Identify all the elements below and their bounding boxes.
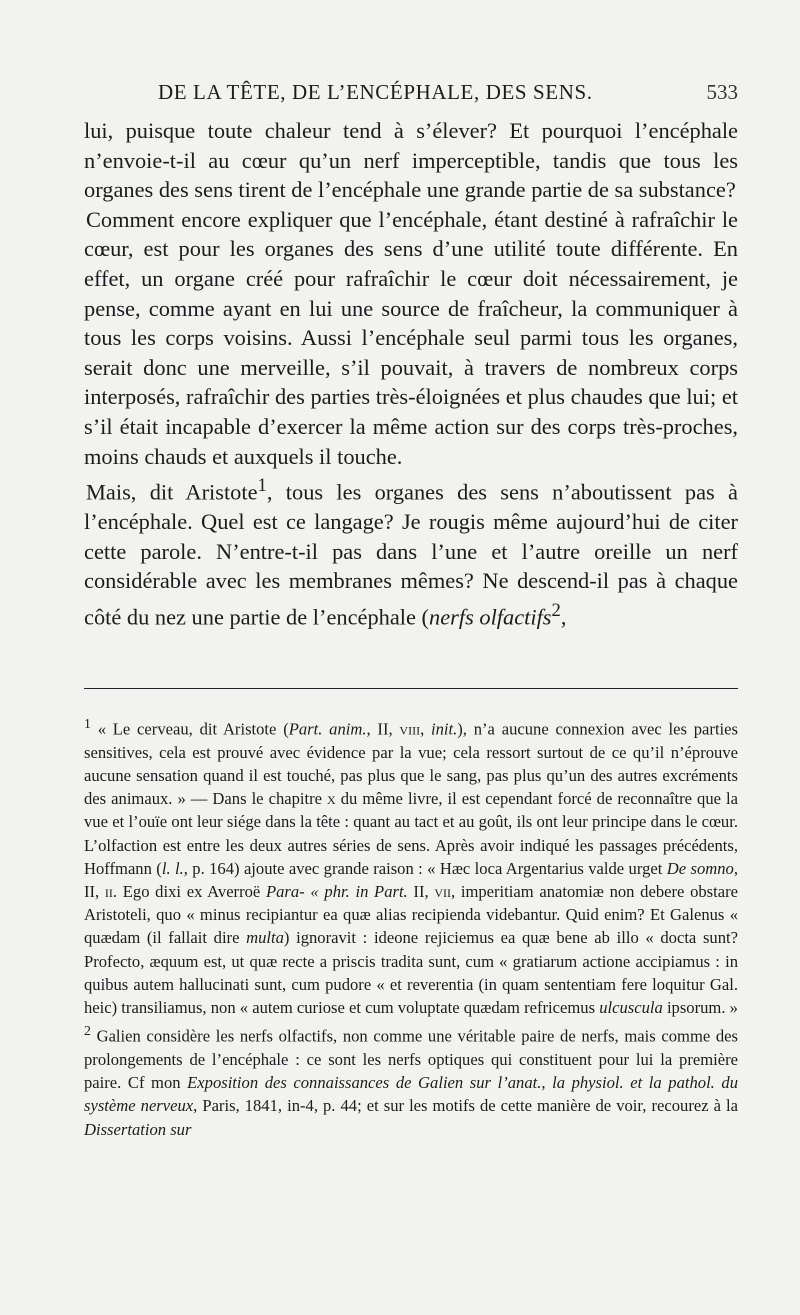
italic-run: Part. anim.: [288, 719, 367, 739]
footnote-ref-2: 2: [551, 599, 561, 621]
italic-run: multa: [246, 928, 284, 948]
roman-numeral: ii: [104, 881, 113, 901]
italic-run: l. l.: [161, 858, 184, 878]
text-run: . Ego dixi ex Averroë: [112, 881, 266, 901]
footnote-separator: [84, 688, 738, 689]
italic-run: ulcuscula: [599, 997, 663, 1017]
text-run: ) ignoravit : ideone rejiciemus ea quæ bene ab illo « docta sunt? Profecto, æquum est, ut quæ recte a priscis tradita sunt, cum « gratiarum actione accipiamus : in quibus autem hallucinati sunt, cum pudore « et reverentia (in quam sententiam fere loquitur Gal. heic) transiliamus, non « autem curiose et cum voluptate quædam refricemus: [84, 928, 738, 1017]
paragraph-3: [84, 471, 738, 632]
text-run: , imperitiam anatomiæ non debere obstare Aristoteli, quo « minus recipiantur ea quæ alias recipienda videbantur. Quid enim? Et Galenus « quædam (il fallait dire: [84, 881, 738, 948]
paragraph-1: lui, puisque toute chaleur tend à s’élever? Et pourquoi l’encéphale n’envoie-t-il au cœur qu’un nerf imperceptible, tandis que tous les organes des sens tirent de l’encéphale une grande partie de sa substance?: [84, 118, 738, 203]
text-run: , p. 164) ajoute avec grande raison : « Hæc loca Argentarius valde urget: [183, 858, 667, 878]
italic-run: Dissertation sur: [84, 1119, 192, 1139]
italic-term: nerfs olfactifs: [429, 604, 552, 630]
page-number: 533: [706, 80, 738, 104]
footnote-mark: 2: [84, 1023, 91, 1039]
italic-run: De somno: [666, 858, 734, 878]
text-run: ), n’a aucune connexion avec les parties sensitives, cela est prouvé avec évidence par la vue; cela ressort surtout de ce qu’il n’éprouve aucune sensation quand il est touché, pas plus que le sang, pas plus qu’un des autres excréments des animaux. » — Dans le chapitre: [84, 719, 738, 809]
roman-numeral: x: [327, 789, 336, 809]
paragraph-2: Comment encore expliquer que l’encéphale, étant destiné à rafraîchir le cœur, est pour les organes des sens d’une utilité toute différente. En effet, un organe créé pour rafraîchir le cœur doit nécessairement, je pense, comme ayant en lui une source de fraîcheur, la communiquer à tous les corps voisins. Aussi l’encéphale seul parmi tous les organes, serait donc une merveille, s’il pouvait, à travers de nombreux corps interposés, rafraîchir des parties très-éloignées et plus chaudes que lui; et s’il était incapable d’exercer la même action sur des corps très-proches, moins chauds et auxquels il touche.: [84, 206, 738, 469]
running-header: [84, 80, 738, 110]
text-run: ,: [420, 719, 431, 739]
italic-run: Para- « phr. in Part.: [265, 881, 408, 901]
chapter-title: DE LA TÊTE, DE L’ENCÉPHALE, DES SENS.: [158, 80, 593, 104]
text-run: du même livre, il est cependant forcé de reconnaître que la vue et l’ouïe ont leur siége dans la tête : quant au tact et au goût, ils ont leur principe dans le cœur. L’olfaction est entre les deux autres séries de sens. Après avoir indiqué les passages précédents, Hoffmann (: [84, 789, 738, 878]
text-run: « Le cerveau, dit Aristote (: [90, 719, 289, 739]
italic-run: init.: [431, 719, 458, 739]
footnote-mark: 1: [84, 716, 91, 731]
text-run: , II,: [366, 719, 400, 739]
text-run: ,: [560, 604, 567, 630]
footnote-ref-1: 1: [257, 475, 267, 497]
main-text: [84, 116, 738, 632]
text-run: ipsorum. »: [662, 997, 738, 1017]
footnotes: [84, 712, 738, 1141]
roman-numeral: viii: [399, 719, 421, 739]
roman-numeral: vii: [434, 881, 451, 901]
text-run: II,: [407, 881, 435, 901]
text-run: Mais, dit Aristote: [86, 479, 258, 505]
text-run: , tous les organes des sens n’aboutissent pas à l’encéphale. Quel est ce langage? Je rougis même aujourd’hui de citer cette parole. N’entre-t-il pas dans l’une et l’autre oreille un nerf considérable avec les membranes mêmes? Ne descend-il pas à chaque côté du nez une partie de l’encéphale (: [84, 479, 738, 630]
text-run: , Paris, 1841, in-4, p. 44; et sur les motifs de cette manière de voir, recourez à la: [193, 1096, 738, 1116]
text-run: , II,: [84, 858, 738, 901]
italic-run: Exposition des connaissances de Galien sur l’anat., la physiol. et la pathol. du système nerveux: [84, 1073, 738, 1116]
footnote-2: [84, 1019, 738, 1141]
footnote-1: [84, 712, 738, 1019]
text-run: Galien considère les nerfs olfactifs, non comme une véritable paire de nerfs, mais comme des prolongements de l’encéphale : ce sont les nerfs optiques qui constituent pour lui la première paire. Cf mon: [84, 1026, 738, 1093]
